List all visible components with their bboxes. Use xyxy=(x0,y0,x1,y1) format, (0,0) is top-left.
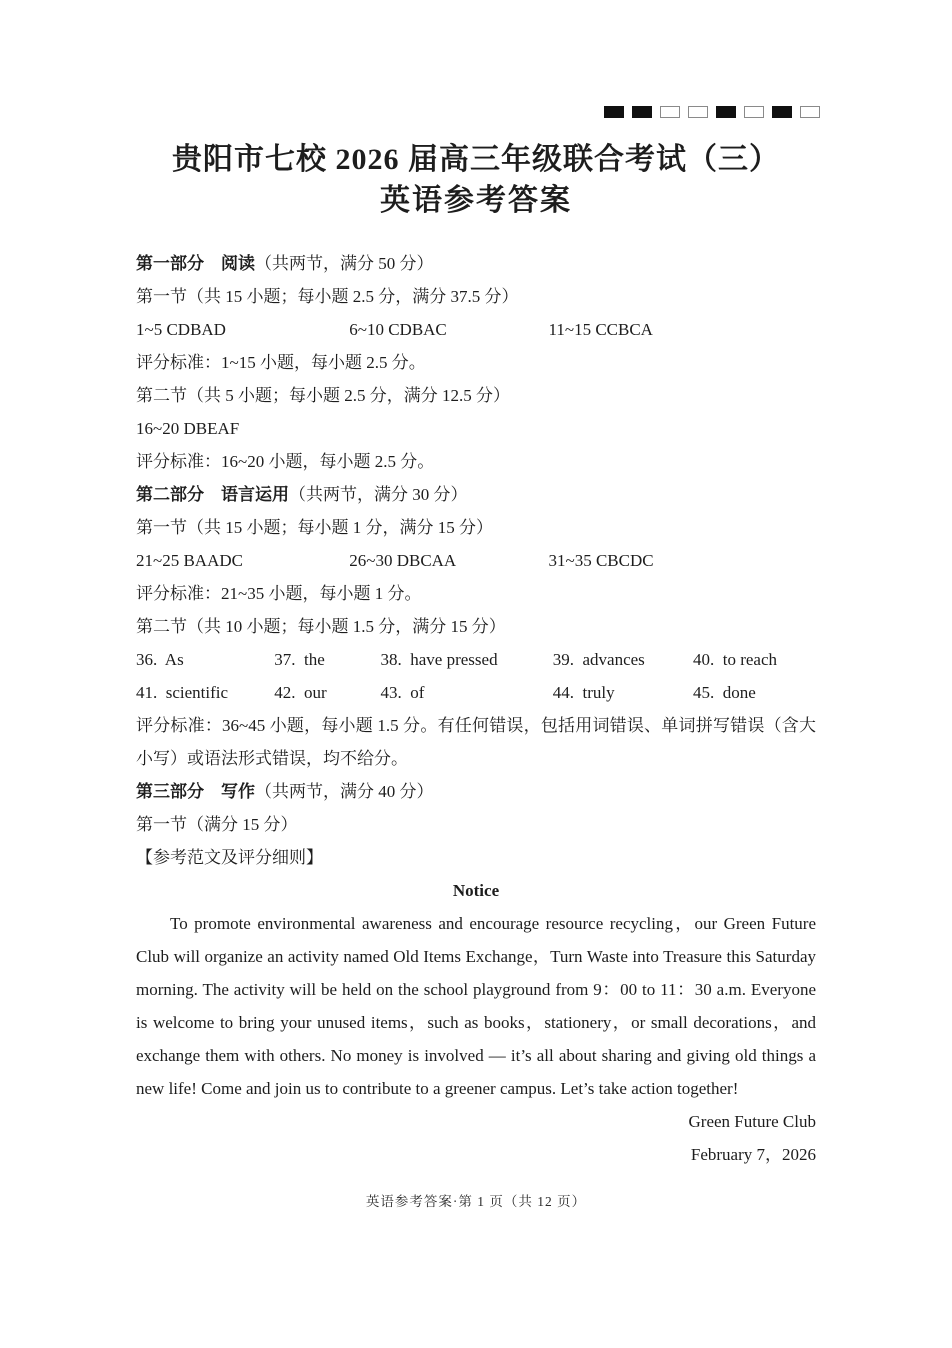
answer-group-11-15: 11~15 CCBCA xyxy=(548,320,653,339)
essay-signature: Green Future Club xyxy=(688,1112,816,1131)
filled-square-marker xyxy=(632,106,652,118)
exam-title: 贵阳市七校 2026 届高三年级联合考试（三） xyxy=(172,143,780,176)
part1-heading-note: （共两节，满分 50 分） xyxy=(255,254,434,273)
essay-title: Notice xyxy=(452,881,500,900)
part3-heading: 第三部分 写作 xyxy=(136,782,255,801)
sample-essay-label: 【参考范文及评分细则】 xyxy=(136,848,323,867)
part1-heading-line xyxy=(136,247,816,280)
part1-section2-line: 第二节（共 5 小题；每小题 2.5 分，满分 12.5 分） xyxy=(136,386,510,405)
part3-section1-line: 第一节（满分 15 分） xyxy=(136,815,298,834)
answer-43: 43. of xyxy=(380,683,425,702)
part1-section1-line: 第一节（共 15 小题；每小题 2.5 分，满分 37.5 分） xyxy=(136,287,519,306)
answer-40: 40. to reach xyxy=(693,650,778,669)
part2-heading-note: （共两节，满分 30 分） xyxy=(289,485,468,504)
answer-group-31-35: 31~35 CBCDC xyxy=(548,551,654,570)
answer-41: 41. scientific xyxy=(136,683,229,702)
answer-group-1-5: 1~5 CDBAD xyxy=(136,320,226,339)
criteria-1-15: 评分标准：1~15 小题，每小题 2.5 分。 xyxy=(136,353,426,372)
answer-44: 44. truly xyxy=(552,683,615,702)
page-footer: 英语参考答案·第 1 页（共 12 页） xyxy=(365,1194,587,1209)
part3-heading-note: （共两节，满分 40 分） xyxy=(255,782,434,801)
filled-square-marker xyxy=(716,106,736,118)
empty-square-marker xyxy=(744,106,764,118)
document-body xyxy=(136,247,816,1171)
essay-body: To promote environmental awareness and encourage resource recycling，our Green Future Club will organize an activity named Old Items Exchange，Turn Waste into Treasure this Saturday morning. The activity will be held on the school playground from 9：00 to 11：30 a.m. Everyone is welcome to bring your unused items，such as books，stationery，or small decorations，and exchange them with others. No money is involved — it’s all about sharing and giving old things a new life! Come and join us to contribute to a greener campus. Let’s take action together! xyxy=(136,914,816,1098)
page-marker-squares xyxy=(0,0,820,119)
answers-1-15 xyxy=(136,313,816,346)
answer-key-title: 英语参考答案 xyxy=(380,184,572,217)
essay-date: February 7，2026 xyxy=(690,1145,816,1164)
part2-heading-line xyxy=(136,478,816,511)
answers-21-35 xyxy=(136,544,816,577)
criteria-36-45: 评分标准：36~45 小题，每小题 1.5 分。有任何错误，包括用词错误、单词拼写错误（含大小写）或语法形式错误，均不给分。 xyxy=(136,716,816,768)
answers-41-45 xyxy=(136,676,816,709)
filled-square-marker xyxy=(604,106,624,118)
part3-heading-line xyxy=(136,775,816,808)
answer-42: 42. our xyxy=(274,683,327,702)
answer-45: 45. done xyxy=(693,683,756,702)
answer-39: 39. advances xyxy=(552,650,645,669)
answer-36: 36. As xyxy=(136,650,184,669)
answer-group-21-25: 21~25 BAADC xyxy=(136,551,243,570)
answer-group-6-10: 6~10 CDBAC xyxy=(349,320,447,339)
empty-square-marker xyxy=(688,106,708,118)
criteria-16-20: 评分标准：16~20 小题，每小题 2.5 分。 xyxy=(136,452,435,471)
answer-38: 38. have pressed xyxy=(380,650,498,669)
filled-square-marker xyxy=(772,106,792,118)
criteria-21-35: 评分标准：21~35 小题，每小题 1 分。 xyxy=(136,584,422,603)
part2-section2-line: 第二节（共 10 小题；每小题 1.5 分，满分 15 分） xyxy=(136,617,506,636)
empty-square-marker xyxy=(660,106,680,118)
answer-group-26-30: 26~30 DBCAA xyxy=(349,551,457,570)
part2-section1-line: 第一节（共 15 小题；每小题 1 分，满分 15 分） xyxy=(136,518,493,537)
answers-16-20: 16~20 DBEAF xyxy=(136,419,240,438)
part2-heading: 第二部分 语言运用 xyxy=(136,485,289,504)
answers-36-40 xyxy=(136,643,816,676)
part1-heading: 第一部分 阅读 xyxy=(136,254,255,273)
answer-37: 37. the xyxy=(274,650,325,669)
empty-square-marker xyxy=(800,106,820,118)
